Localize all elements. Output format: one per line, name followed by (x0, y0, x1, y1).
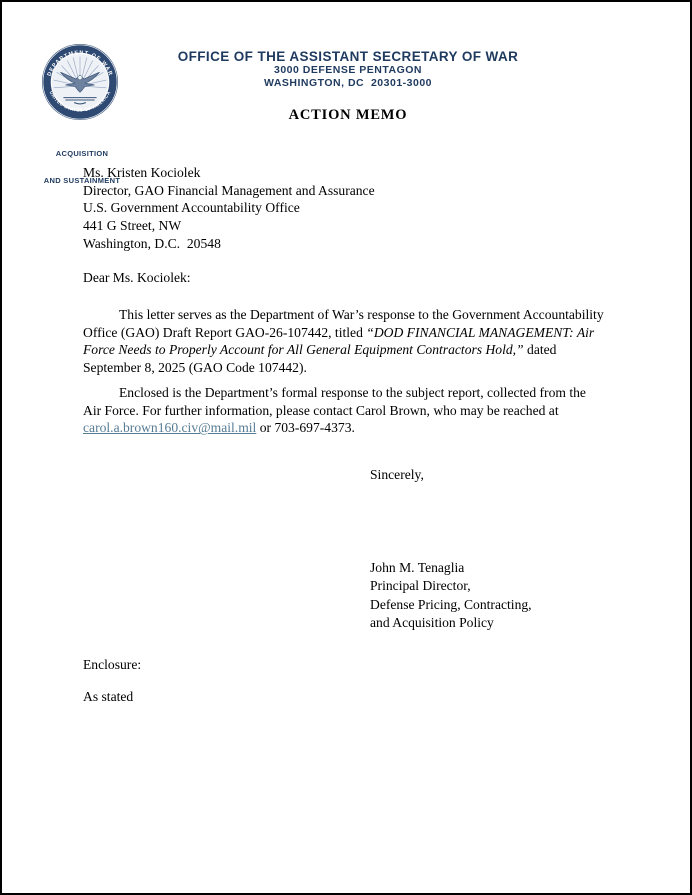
p2-l3-after: or 703-697-4373. (256, 420, 355, 436)
recipient-city: Washington, D.C. 20548 (83, 235, 221, 251)
signer-title-line1: Principal Director, (370, 578, 471, 594)
recipient-title: Director, GAO Financial Management and Assurance (83, 182, 375, 198)
org-label-line1: ACQUISITION (55, 149, 109, 158)
p2-line2 (83, 402, 586, 420)
org-label-line2: AND SUSTAINMENT (43, 176, 121, 185)
signer-title-line2: Defense Pricing, Contracting, (370, 596, 532, 612)
letterhead-address-line2: WASHINGTON, DC 20301-3000 (263, 77, 433, 89)
p2-line3 (83, 419, 586, 437)
p2-l1-text: Enclosed is the Department’s formal response to the subject report, collected from the (119, 385, 586, 400)
p1-l2-normal: Office (GAO) Draft Report GAO-26-107442, titled (83, 324, 367, 340)
office-title: OFFICE OF THE ASSISTANT SECRETARY OF WAR (177, 49, 519, 64)
p1-l3-report-title: Force Needs to Properly Account for All General Equipment Contractors Hold,” (83, 342, 524, 357)
paragraph-2 (83, 384, 586, 437)
p1-line2 (83, 324, 604, 342)
letterhead-address-line1: 3000 DEFENSE PENTAGON (273, 64, 422, 76)
p2-l2-text: Air Force. For further information, please contact Carol Brown, who may be reached at (83, 402, 559, 418)
signer-title-line3: and Acquisition Policy (370, 614, 494, 630)
memo-title: ACTION MEMO (288, 107, 408, 123)
recipient-street: 441 G Street, NW (83, 218, 182, 234)
recipient-org: U.S. Government Accountability Office (83, 200, 300, 216)
seal-bottom-text: UNITED STATES OF AMERICA (48, 90, 112, 113)
p1-l2-report-title: “DOD FINANCIAL MANAGEMENT: Air (366, 324, 595, 340)
signature-block (370, 559, 532, 632)
closing-sincerely: Sincerely, (370, 467, 424, 482)
p1-line3 (83, 341, 604, 359)
paragraph-1 (83, 306, 604, 376)
p1-line4 (83, 359, 604, 377)
enclosure-label: Enclosure: (83, 657, 142, 672)
p1-line1 (83, 306, 604, 324)
p1-l3-normal: dated (523, 342, 557, 357)
p2-line1 (83, 384, 586, 402)
p1-l1-text: This letter serves as the Department of War’s response to the Government Accountability (119, 307, 604, 322)
seal-top-text: DEPARTMENT OF WAR (46, 50, 114, 78)
recipient-address-block (83, 164, 375, 253)
contact-email-link[interactable]: carol.a.brown160.civ@mail.mil (83, 420, 257, 436)
recipient-name: Ms. Kristen Kociolek (83, 165, 201, 180)
signer-name: John M. Tenaglia (370, 560, 465, 575)
salutation: Dear Ms. Kociolek: (83, 270, 191, 285)
letterhead (2, 49, 692, 90)
p1-l4-text: September 8, 2025 (GAO Code 107442). (83, 359, 307, 375)
enclosure-value: As stated (83, 689, 134, 704)
